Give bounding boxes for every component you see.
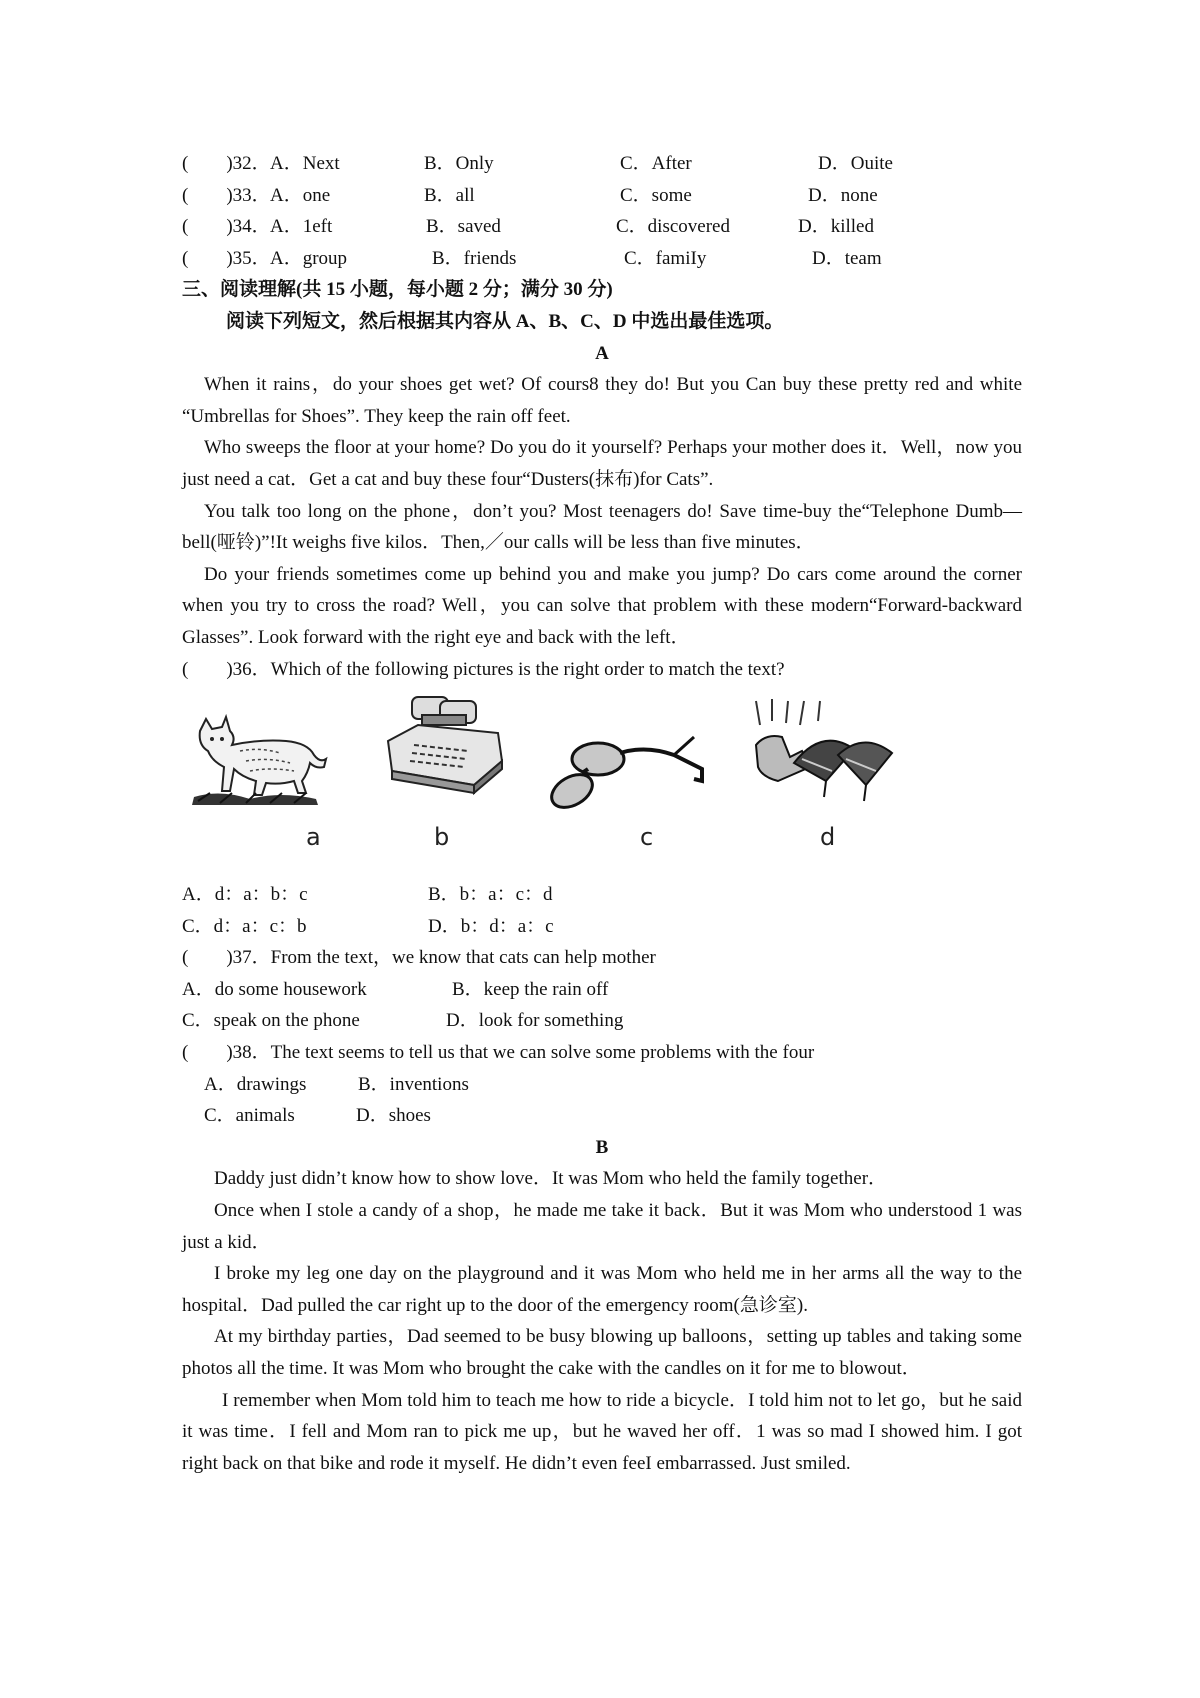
option-b: B．friends <box>432 247 517 269</box>
option-c: C．discovered <box>616 216 730 238</box>
option-a: A．1eft <box>270 216 333 238</box>
shoe-umbrellas-picture <box>742 697 898 807</box>
option-right: B．keep the rain off <box>452 978 609 1000</box>
q38-option-row <box>182 1069 1022 1101</box>
q36-option-row <box>182 911 1022 943</box>
option-left: A．do some housework <box>182 978 367 1000</box>
option-right: B．inventions <box>358 1073 469 1095</box>
option-c: C．famiIy <box>624 247 707 269</box>
option-right: B．b：a：c：d <box>428 884 553 906</box>
passage-b-paragraph: I remember when Mom told him to teach me how to ride a bicycle．I told him not to let go，but he said it was time．I fell and Mom ran to pick me up，but he waved her off．1 was so mad I showed him. I got right back on that bike and rode it myself. He didn’t even feeI embarrassed. Just smiled. <box>182 1389 1022 1474</box>
passage-b-paragraph: Daddy just didn’t know how to show love．It was Mom who held the family together． <box>214 1168 888 1190</box>
option-d: D．team <box>812 247 882 269</box>
option-left: A．drawings <box>204 1073 307 1095</box>
exam-page <box>182 148 1022 1479</box>
passage-b-paragraph: Once when I stole a candy of a shop，he made me take it back．But it was Mom who understood 1 was just a kid． <box>182 1200 1022 1253</box>
option-a: A．one <box>270 184 331 206</box>
question-38: ( )38．The text seems to tell us that we can solve some problems with the four <box>182 1042 815 1064</box>
q37-option-row <box>182 1005 1022 1037</box>
option-b: B．saved <box>426 216 501 238</box>
section-title: 三、阅读理解(共 15 小题，每小题 2 分；满分 30 分) <box>182 279 613 301</box>
cloze-option-row <box>182 180 1022 212</box>
passage-b-paragraph: At my birthday parties，Dad seemed to be busy blowing up balloons，setting up tables and taking some photos all the time. It was Mom who brought the cake with the candles on it for me to blowout． <box>182 1326 1022 1379</box>
picture-label-c: c <box>640 823 654 852</box>
option-c: C．After <box>620 153 692 174</box>
option-d: D．Ouite <box>818 153 893 174</box>
option-right: D．b：d：a：c <box>428 915 554 937</box>
option-left: C．d：a：c：b <box>182 915 307 937</box>
section-instruction: 阅读下列短文，然后根据其内容从 A、B、C、D 中选出最佳选项。 <box>226 310 784 332</box>
cloze-options <box>182 148 1022 274</box>
passage-a-heading: A <box>595 342 609 364</box>
option-b: B．Only <box>424 153 494 174</box>
option-c: C．some <box>620 184 692 206</box>
cloze-option-row <box>182 148 1022 180</box>
option-left: A．d：a：b：c <box>182 884 308 906</box>
question-number: ( )33． <box>182 184 271 206</box>
passage-b-paragraph: I broke my leg one day on the playground and it was Mom who held me in her arms all the way to the hospital．Dad pulled the car right up to the door of the emergency room(急诊室). <box>182 1263 1022 1316</box>
option-a: A．group <box>270 247 348 269</box>
option-right: D．look for something <box>446 1010 624 1032</box>
passage-b-heading: B <box>595 1136 609 1158</box>
question-number: ( )32． <box>182 153 271 174</box>
question-37: ( )37．From the text，we know that cats can help mother <box>182 947 656 969</box>
q38-option-row <box>182 1100 1022 1132</box>
telephone-dumbbell-picture <box>378 689 508 805</box>
option-a: A．Next <box>270 153 340 174</box>
question-number: ( )34． <box>182 216 271 238</box>
option-d: D．none <box>808 184 878 206</box>
q37-option-row <box>182 974 1022 1006</box>
cloze-option-row <box>182 211 1022 243</box>
picture-label-d: d <box>820 823 836 852</box>
question-36: ( )36．Which of the following pictures is the right order to match the text? <box>182 658 785 680</box>
passage-a-paragraph: When it rains，do your shoes get wet? Of cours8 they do! But you Can buy these pretty red and white “Umbrellas for Shoes”. They keep the rain off feet. <box>182 374 1022 427</box>
glasses-picture <box>542 729 712 813</box>
option-b: B．all <box>424 184 475 206</box>
option-d: D．killed <box>798 216 874 238</box>
passage-a-paragraph: Who sweeps the floor at your home? Do you do it yourself? Perhaps your mother does it．Well，now you just need a cat．Get a cat and buy these four“Dusters(抹布)for Cats”. <box>182 437 1022 490</box>
question-number: ( )35． <box>182 247 271 269</box>
passage-a-paragraph: Do your friends sometimes come up behind you and make you jump? Do cars come around the corner when you try to cross the road? Well，you can solve that problem with these modern“Forward-backward Glasses”. Look forward with the right eye and back with the left． <box>182 563 1022 648</box>
option-left: C．speak on the phone <box>182 1010 360 1032</box>
passage-a-paragraph: You talk too long on the phone，don’t you? Most teenagers do! Save time-buy the“Telephone Dumb—bell(哑铃)”!It weighs five kilos．Then,／our calls will be less than five minutes． <box>182 500 1022 554</box>
option-left: C．animals <box>204 1105 295 1127</box>
option-right: D．shoes <box>356 1105 431 1127</box>
cat-picture <box>190 711 330 807</box>
picture-label-b: b <box>434 823 450 852</box>
picture-strip <box>182 689 1022 879</box>
q36-option-row <box>182 879 1022 911</box>
picture-label-a: a <box>306 823 321 852</box>
cloze-option-row <box>182 243 1022 275</box>
